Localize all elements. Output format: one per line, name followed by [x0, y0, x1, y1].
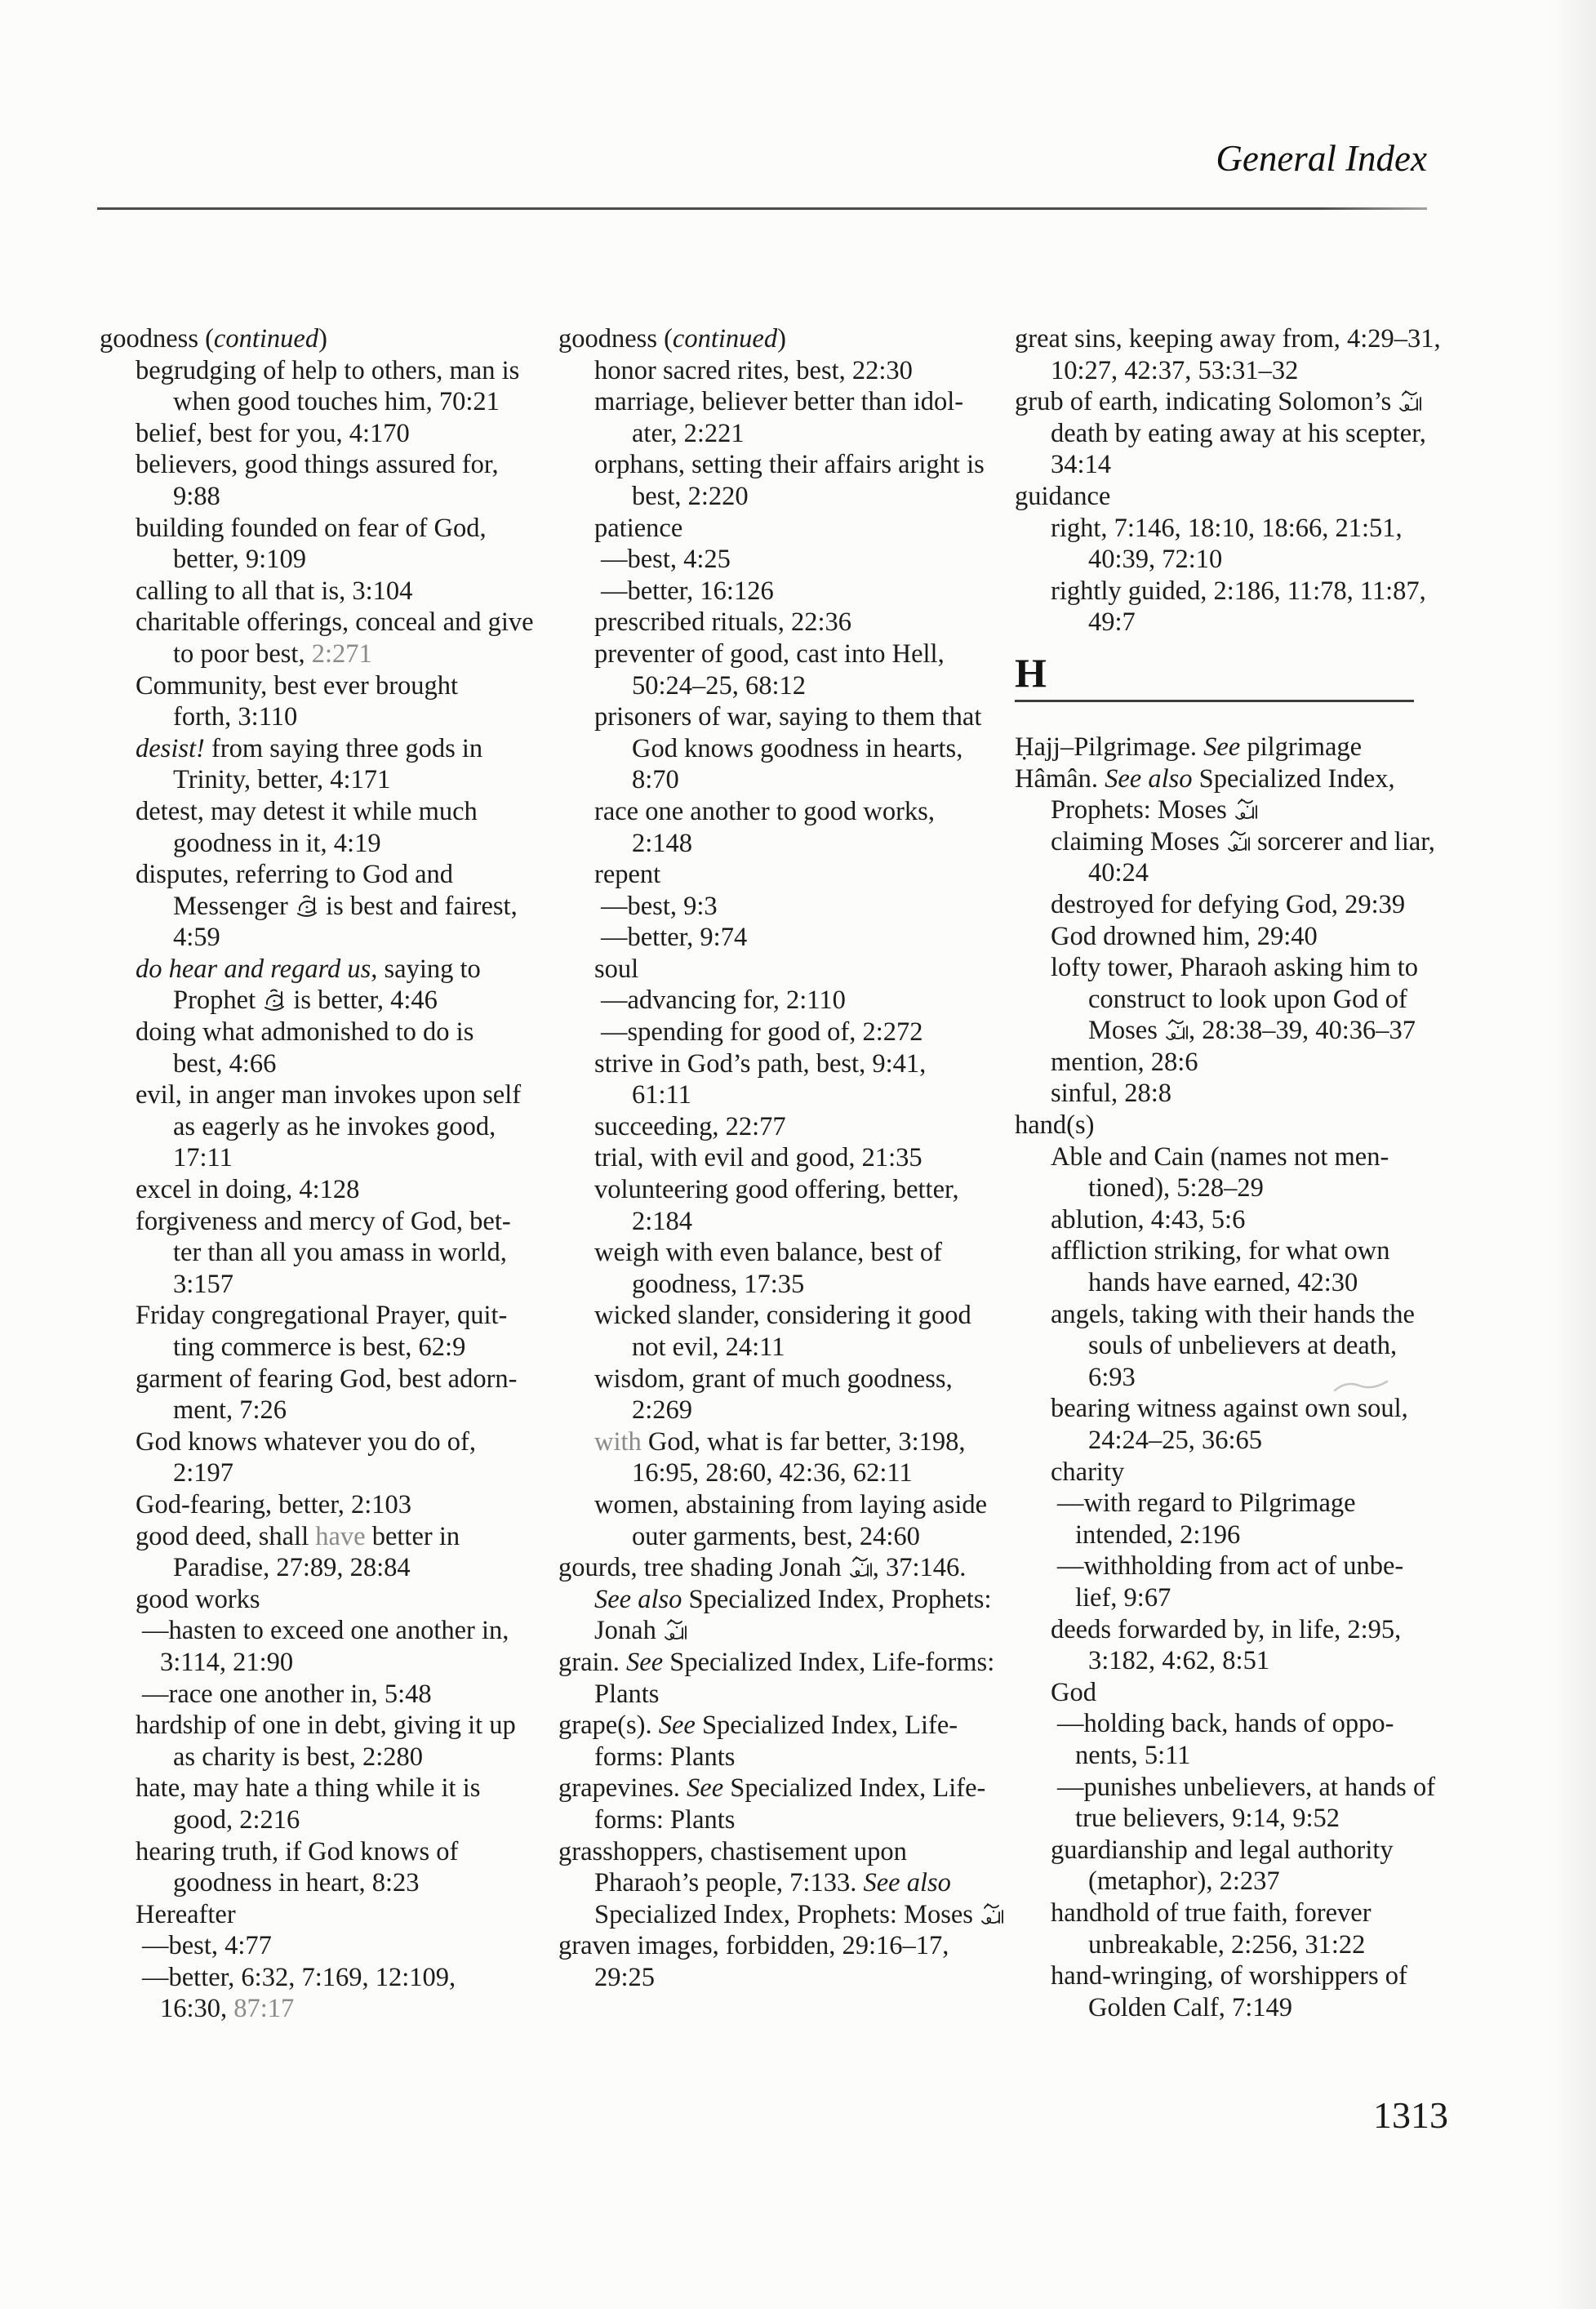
page-number: 1313 — [1373, 2094, 1448, 2136]
index-line: 10:27, 42:37, 53:31–32 — [1051, 355, 1299, 385]
index-line: forth, 3:110 — [173, 702, 298, 732]
index-line: goodness (continued) — [558, 324, 786, 354]
column-3 — [1015, 323, 1513, 2023]
index-line: succeeding, 22:77 — [594, 1111, 786, 1141]
index-line: evil, in anger man invokes upon self — [136, 1080, 522, 1110]
index-line: 24:24–25, 36:65 — [1088, 1426, 1263, 1455]
section-heading-H: H — [1015, 649, 1047, 696]
index-line: God — [1051, 1677, 1096, 1707]
honorific-as-icon — [1164, 1015, 1189, 1047]
index-line: desist! from saying three gods in — [136, 733, 483, 763]
index-line: 3:182, 4:62, 8:51 — [1088, 1646, 1270, 1676]
index-line: God knows whatever you do of, — [136, 1426, 477, 1457]
index-line: graven images, forbidden, 29:16–17, — [558, 1931, 949, 1961]
index-line: ablution, 4:43, 5:6 — [1051, 1204, 1246, 1235]
italic-text: See also — [1105, 763, 1193, 794]
index-line: guidance — [1015, 481, 1111, 511]
index-line: best, 4:66 — [173, 1048, 277, 1079]
index-line: true believers, 9:14, 9:52 — [1075, 1804, 1340, 1834]
scan-artifact — [1332, 1378, 1389, 1400]
index-line: as eagerly as he invokes good, — [173, 1111, 496, 1141]
index-line: marriage, believer better than idol- — [594, 387, 964, 417]
index-line: rightly guided, 2:186, 11:78, 11:87, — [1051, 576, 1426, 606]
index-line: believers, good things assured for, — [136, 450, 499, 480]
index-line: —advancing for, 2:110 — [601, 985, 846, 1016]
index-line: ter than all you amass in world, — [173, 1238, 507, 1268]
index-line: best, 2:220 — [632, 481, 749, 511]
index-line: 2:269 — [632, 1395, 693, 1426]
index-line: grasshoppers, chastisement upon — [558, 1836, 907, 1866]
index-line: with God, what is far better, 3:198, — [594, 1426, 966, 1457]
index-line: See also Specialized Index, Prophets: — [594, 1584, 992, 1614]
index-line: disputes, referring to God and — [136, 860, 454, 890]
faded-text: 2:271 — [311, 638, 372, 669]
index-line: affliction striking, for what own — [1051, 1236, 1390, 1266]
index-line: sinful, 28:8 — [1051, 1079, 1172, 1109]
index-line: —withholding from act of unbe- — [1057, 1551, 1404, 1582]
index-line: Hâmân. See also Specialized Index, — [1015, 763, 1395, 794]
index-line: —spending for good of, 2:272 — [601, 1017, 923, 1048]
section-rule — [1015, 700, 1414, 702]
index-line: intended, 2:196 — [1075, 1519, 1241, 1550]
index-line: 2:184 — [632, 1206, 693, 1236]
index-line: not evil, 24:11 — [632, 1332, 785, 1362]
index-line: God knows goodness in hearts, — [632, 733, 963, 763]
index-line: 3:157 — [173, 1269, 234, 1299]
index-line: building founded on fear of God, — [136, 513, 487, 543]
column-1 — [100, 323, 558, 2025]
index-line: doing what admonished to do is — [136, 1017, 474, 1048]
index-line: soul — [594, 954, 639, 984]
index-line: goodness (continued) — [100, 324, 327, 354]
index-line: weigh with even balance, best of — [594, 1238, 942, 1268]
faded-text: have — [315, 1521, 366, 1551]
index-line: hands have earned, 42:30 — [1088, 1268, 1358, 1298]
index-line: Paradise, 27:89, 28:84 — [173, 1553, 411, 1583]
index-line: to poor best, 2:271 — [173, 638, 372, 669]
index-line: Prophets: Moses — [1015, 794, 1513, 826]
honorific-as-icon — [663, 1615, 687, 1647]
index-line: 34:14 — [1051, 450, 1112, 480]
index-line: —with regard to Pilgrimage — [1057, 1488, 1356, 1519]
index-line: 29:25 — [594, 1962, 656, 1992]
index-line: 49:7 — [1088, 607, 1136, 638]
index-line: as charity is best, 2:280 — [173, 1742, 423, 1772]
index-line: grain. See Specialized Index, Life-forms: — [558, 1647, 995, 1677]
index-line: good works — [136, 1584, 260, 1614]
index-line: —better, 16:126 — [601, 576, 774, 606]
index-line: lofty tower, Pharaoh asking him to — [1051, 953, 1419, 983]
index-line: Prophet is better, 4:46 — [173, 985, 438, 1016]
index-line: wisdom, grant of much goodness, — [594, 1364, 953, 1394]
index-line: 40:24 — [1088, 858, 1149, 888]
italic-text: See also — [863, 1868, 951, 1898]
index-line: trial, with evil and good, 21:35 — [594, 1143, 922, 1173]
index-line: mention, 28:6 — [1051, 1047, 1198, 1077]
index-line: —better, 6:32, 7:169, 12:109, — [142, 1962, 456, 1992]
index-line: Specialized Index, Prophets: Moses — [558, 1899, 1017, 1931]
italic-text: See — [687, 1773, 724, 1804]
index-line: 50:24–25, 68:12 — [632, 670, 807, 701]
index-line: forgiveness and mercy of God, bet- — [136, 1206, 511, 1236]
index-line: souls of unbelievers at death, — [1088, 1331, 1398, 1361]
index-line: —best, 4:77 — [142, 1931, 272, 1961]
index-line: Messenger is best and fairest, — [173, 891, 518, 921]
index-line: nents, 5:11 — [1075, 1740, 1191, 1770]
index-line: good, 2:216 — [173, 1804, 300, 1835]
index-line: construct to look upon God of — [1088, 984, 1407, 1014]
index-line: goodness in heart, 8:23 — [173, 1868, 420, 1898]
faded-text: 87:17 — [233, 1994, 295, 2024]
index-line: prisoners of war, saying to them that — [594, 702, 982, 732]
index-line: tioned), 5:28–29 — [1088, 1173, 1264, 1203]
index-line: 2:148 — [632, 828, 693, 858]
index-line: unbreakable, 2:256, 31:22 — [1088, 1929, 1366, 1960]
header-rule — [97, 207, 1427, 210]
index-line: grape(s). See Specialized Index, Life- — [558, 1711, 958, 1741]
index-line: claiming Moses sorcerer and liar, — [1051, 826, 1435, 856]
index-line: Trinity, better, 4:171 — [173, 765, 391, 795]
italic-text: desist! — [136, 733, 205, 763]
index-line: orphans, setting their affairs aright is — [594, 450, 985, 480]
italic-text: do hear and regard us — [136, 954, 371, 984]
index-line: hearing truth, if God knows of — [136, 1836, 459, 1866]
index-line: (metaphor), 2:237 — [1088, 1866, 1280, 1897]
index-line: outer garments, best, 24:60 — [632, 1521, 920, 1551]
page-edge-shading — [1551, 0, 1596, 2309]
index-line: 16:30, 87:17 — [160, 1994, 295, 2024]
index-line: goodness, 17:35 — [632, 1269, 805, 1299]
page-title: General Index — [1216, 138, 1427, 179]
faded-text: with — [594, 1426, 642, 1457]
index-line: repent — [594, 860, 661, 890]
index-line: 3:114, 21:90 — [160, 1647, 294, 1677]
index-line: —better, 9:74 — [601, 923, 748, 953]
italic-text: See — [626, 1647, 664, 1677]
index-line: ater, 2:221 — [632, 418, 745, 448]
index-line: angels, taking with their hands the — [1051, 1299, 1415, 1329]
index-line: Friday congregational Prayer, quit- — [136, 1301, 508, 1331]
index-line: guardianship and legal authority — [1051, 1835, 1394, 1865]
honorific-as-icon — [1234, 794, 1258, 826]
index-line: 4:59 — [173, 923, 220, 953]
index-line: preventer of good, cast into Hell, — [594, 638, 945, 669]
index-line: patience — [594, 513, 683, 543]
index-line: —race one another in, 5:48 — [142, 1679, 432, 1709]
index-line: strive in God’s path, best, 9:41, — [594, 1048, 927, 1079]
column-2 — [558, 323, 1017, 1993]
index-line: hardship of one in debt, giving it up — [136, 1711, 516, 1741]
index-line: lief, 9:67 — [1075, 1582, 1171, 1613]
index-line: Golden Calf, 7:149 — [1088, 1992, 1293, 2022]
index-line: 2:197 — [173, 1458, 234, 1488]
index-line: women, abstaining from laying aside — [594, 1489, 988, 1519]
honorific-saw-icon — [262, 985, 287, 1017]
index-line: 9:88 — [173, 481, 220, 511]
index-line: detest, may detest it while much — [136, 796, 478, 826]
italic-text: continued — [672, 324, 778, 354]
index-line: ment, 7:26 — [173, 1395, 287, 1426]
honorific-saw-icon — [295, 891, 319, 923]
index-line: hand-wringing, of worshippers of — [1051, 1961, 1407, 1991]
index-line: calling to all that is, 3:104 — [136, 576, 413, 606]
index-line: prescribed rituals, 22:36 — [594, 607, 851, 638]
index-line: 8:70 — [632, 765, 679, 795]
index-line: right, 7:146, 18:10, 18:66, 21:51, — [1051, 513, 1403, 543]
index-line: wicked slander, considering it good — [594, 1301, 971, 1331]
index-line: garment of fearing God, best adorn- — [136, 1364, 518, 1394]
index-line: —punishes unbelievers, at hands of — [1057, 1772, 1436, 1802]
index-line: honor sacred rites, best, 22:30 — [594, 355, 913, 385]
index-line: —best, 4:25 — [601, 545, 731, 575]
index-line: handhold of true faith, forever — [1051, 1897, 1371, 1928]
italic-text: continued — [213, 324, 319, 354]
index-line: belief, best for you, 4:170 — [136, 418, 410, 448]
index-line: when good touches him, 70:21 — [173, 387, 500, 417]
index-line: grapevines. See Specialized Index, Life- — [558, 1773, 986, 1804]
index-line: 17:11 — [173, 1143, 233, 1173]
index-line: Community, best ever brought — [136, 670, 459, 701]
index-line: gourds, tree shading Jonah , 37:146. — [558, 1553, 967, 1583]
index-line: destroyed for defying God, 29:39 — [1051, 889, 1406, 919]
index-line: Plants — [594, 1679, 660, 1709]
index-line: ting commerce is best, 62:9 — [173, 1332, 466, 1362]
index-line: charity — [1051, 1457, 1125, 1487]
index-line: 61:11 — [632, 1080, 691, 1110]
index-line: do hear and regard us, saying to — [136, 954, 481, 984]
index-line: God-fearing, better, 2:103 — [136, 1489, 412, 1519]
index-line: goodness in it, 4:19 — [173, 828, 381, 858]
index-line: Jonah — [558, 1615, 1017, 1647]
index-line: Pharaoh’s people, 7:133. See also — [594, 1868, 951, 1898]
index-line: great sins, keeping away from, 4:29–31, — [1015, 324, 1441, 354]
index-line: hand(s) — [1015, 1110, 1095, 1141]
index-line: —best, 9:3 — [601, 891, 718, 921]
index-line: —holding back, hands of oppo- — [1057, 1709, 1394, 1739]
index-line: death by eating away at his scepter, — [1051, 418, 1426, 448]
index-line: 40:39, 72:10 — [1088, 545, 1223, 575]
italic-text: See — [658, 1711, 696, 1741]
index-line: charitable offerings, conceal and give — [136, 607, 534, 638]
index-line: Hereafter — [136, 1899, 236, 1929]
index-line: Ḥajj–Pilgrimage. See pilgrimage — [1015, 732, 1363, 762]
index-line: deeds forwarded by, in life, 2:95, — [1051, 1614, 1402, 1644]
index-line: excel in doing, 4:128 — [136, 1175, 360, 1205]
index-line: Moses , 28:38–39, 40:36–37 — [1088, 1016, 1416, 1046]
index-line: volunteering good offering, better, — [594, 1175, 959, 1205]
index-line: Able and Cain (names not men- — [1051, 1141, 1389, 1172]
index-line: —hasten to exceed one another in, — [142, 1616, 509, 1646]
index-line: grub of earth, indicating Solomon’s — [1015, 386, 1513, 418]
italic-text: See also — [594, 1584, 682, 1614]
index-line: good deed, shall have better in — [136, 1521, 460, 1551]
index-line: God drowned him, 29:40 — [1051, 921, 1318, 951]
index-line: hate, may hate a thing while it is — [136, 1773, 481, 1804]
index-line: forms: Plants — [594, 1742, 736, 1772]
honorific-as-icon — [848, 1552, 873, 1584]
honorific-as-icon — [980, 1899, 1004, 1931]
index-line: race one another to good works, — [594, 796, 935, 826]
honorific-as-icon — [1226, 826, 1251, 858]
index-line: 6:93 — [1088, 1362, 1136, 1392]
italic-text: See — [1203, 732, 1241, 762]
index-line: forms: Plants — [594, 1804, 736, 1835]
index-line: 16:95, 28:60, 42:36, 62:11 — [632, 1458, 913, 1488]
index-line: begrudging of help to others, man is — [136, 355, 520, 385]
honorific-as-icon — [1398, 386, 1422, 418]
index-line: bearing witness against own soul, — [1051, 1394, 1408, 1424]
index-line: better, 9:109 — [173, 545, 306, 575]
